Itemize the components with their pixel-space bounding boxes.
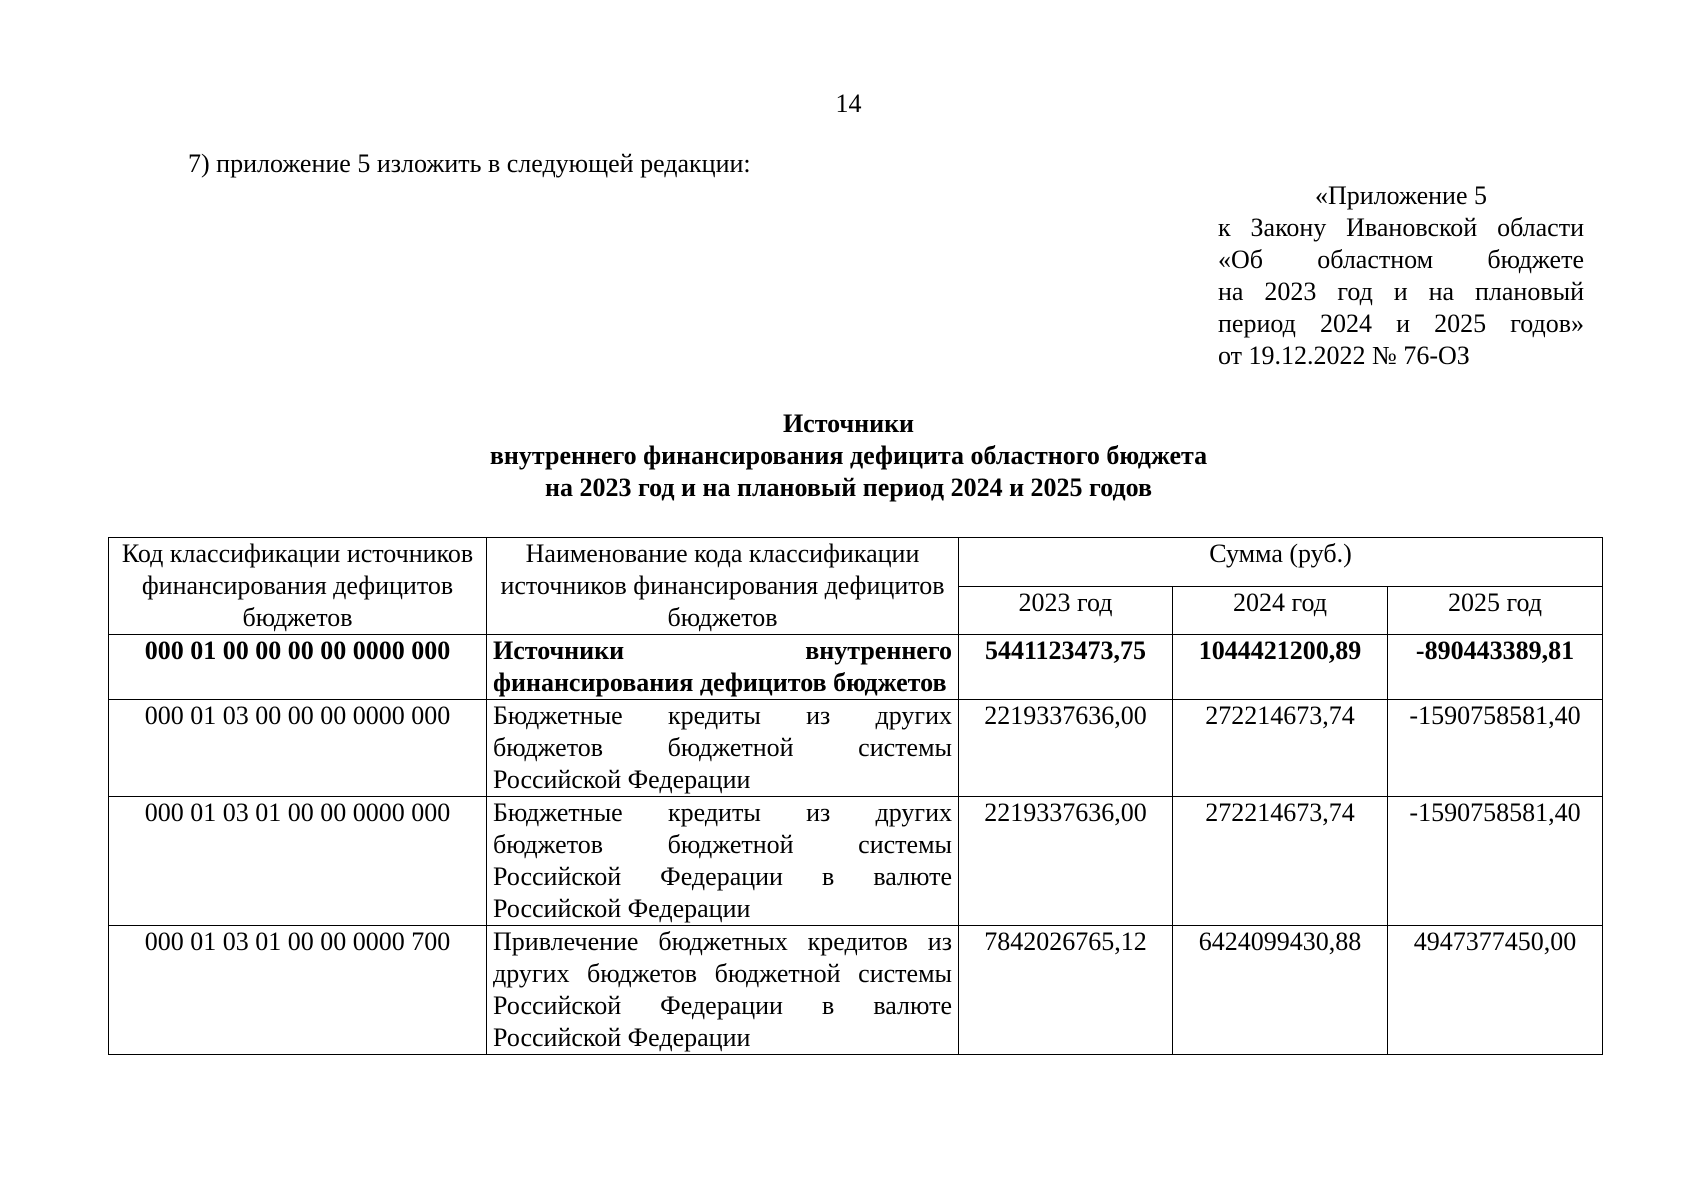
header-code: Код классификации источников финансирования дефицитов бюджетов xyxy=(109,538,487,635)
appendix-line: на 2023 год и на плановый xyxy=(1218,277,1584,306)
amendment-instruction: 7) приложение 5 изложить в следующей редакции: xyxy=(188,149,751,178)
page-number: 14 xyxy=(835,89,862,118)
row-value-2024: 6424099430,88 xyxy=(1173,926,1388,1055)
table-row xyxy=(109,926,1603,1055)
header-year-2025: 2025 год xyxy=(1388,586,1603,635)
title-line: Источники xyxy=(782,409,915,438)
appendix-line: период 2024 и 2025 годов» xyxy=(1218,309,1584,338)
row-value-2025: -890443389,81 xyxy=(1388,635,1603,700)
table-header-row xyxy=(109,538,1603,587)
header-sum: Сумма (руб.) xyxy=(959,538,1603,587)
row-code: 000 01 03 01 00 00 0000 700 xyxy=(109,926,487,1055)
header-name: Наименование кода классификации источников финансирования дефицитов бюджетов xyxy=(487,538,959,635)
document-title xyxy=(0,408,1697,504)
header-year-2023: 2023 год xyxy=(959,586,1173,635)
appendix-line: «Приложение 5 xyxy=(1314,181,1488,210)
row-code: 000 01 03 00 00 00 0000 000 xyxy=(109,700,487,797)
title-line: на 2023 год и на плановый период 2024 и 2025 годов xyxy=(544,473,1153,502)
appendix-line: от 19.12.2022 № 76-ОЗ xyxy=(1218,341,1470,370)
row-name: Источники внутреннего финансирования дефицитов бюджетов xyxy=(487,635,959,700)
row-value-2023: 2219337636,00 xyxy=(959,700,1173,797)
appendix-line: к Закону Ивановской области xyxy=(1218,213,1584,242)
table-row xyxy=(109,797,1603,926)
row-value-2024: 272214673,74 xyxy=(1173,797,1388,926)
row-value-2023: 5441123473,75 xyxy=(959,635,1173,700)
financing-sources-table xyxy=(108,537,1603,1055)
row-code: 000 01 00 00 00 00 0000 000 xyxy=(109,635,487,700)
appendix-reference xyxy=(1218,180,1584,372)
row-value-2024: 272214673,74 xyxy=(1173,700,1388,797)
row-code: 000 01 03 01 00 00 0000 000 xyxy=(109,797,487,926)
row-name: Бюджетные кредиты из других бюджетов бюджетной системы Российской Федерации в валюте Российской Федерации xyxy=(487,797,959,926)
header-year-2024: 2024 год xyxy=(1173,586,1388,635)
row-value-2025: -1590758581,40 xyxy=(1388,700,1603,797)
title-line: внутреннего финансирования дефицита областного бюджета xyxy=(489,441,1208,470)
row-name: Привлечение бюджетных кредитов из других бюджетов бюджетной системы Российской Федерации в валюте Российской Федерации xyxy=(487,926,959,1055)
row-value-2023: 7842026765,12 xyxy=(959,926,1173,1055)
appendix-line: «Об областном бюджете xyxy=(1218,245,1584,274)
row-name: Бюджетные кредиты из других бюджетов бюджетной системы Российской Федерации xyxy=(487,700,959,797)
table-row xyxy=(109,635,1603,700)
row-value-2025: 4947377450,00 xyxy=(1388,926,1603,1055)
row-value-2025: -1590758581,40 xyxy=(1388,797,1603,926)
row-value-2024: 1044421200,89 xyxy=(1173,635,1388,700)
table-row xyxy=(109,700,1603,797)
row-value-2023: 2219337636,00 xyxy=(959,797,1173,926)
